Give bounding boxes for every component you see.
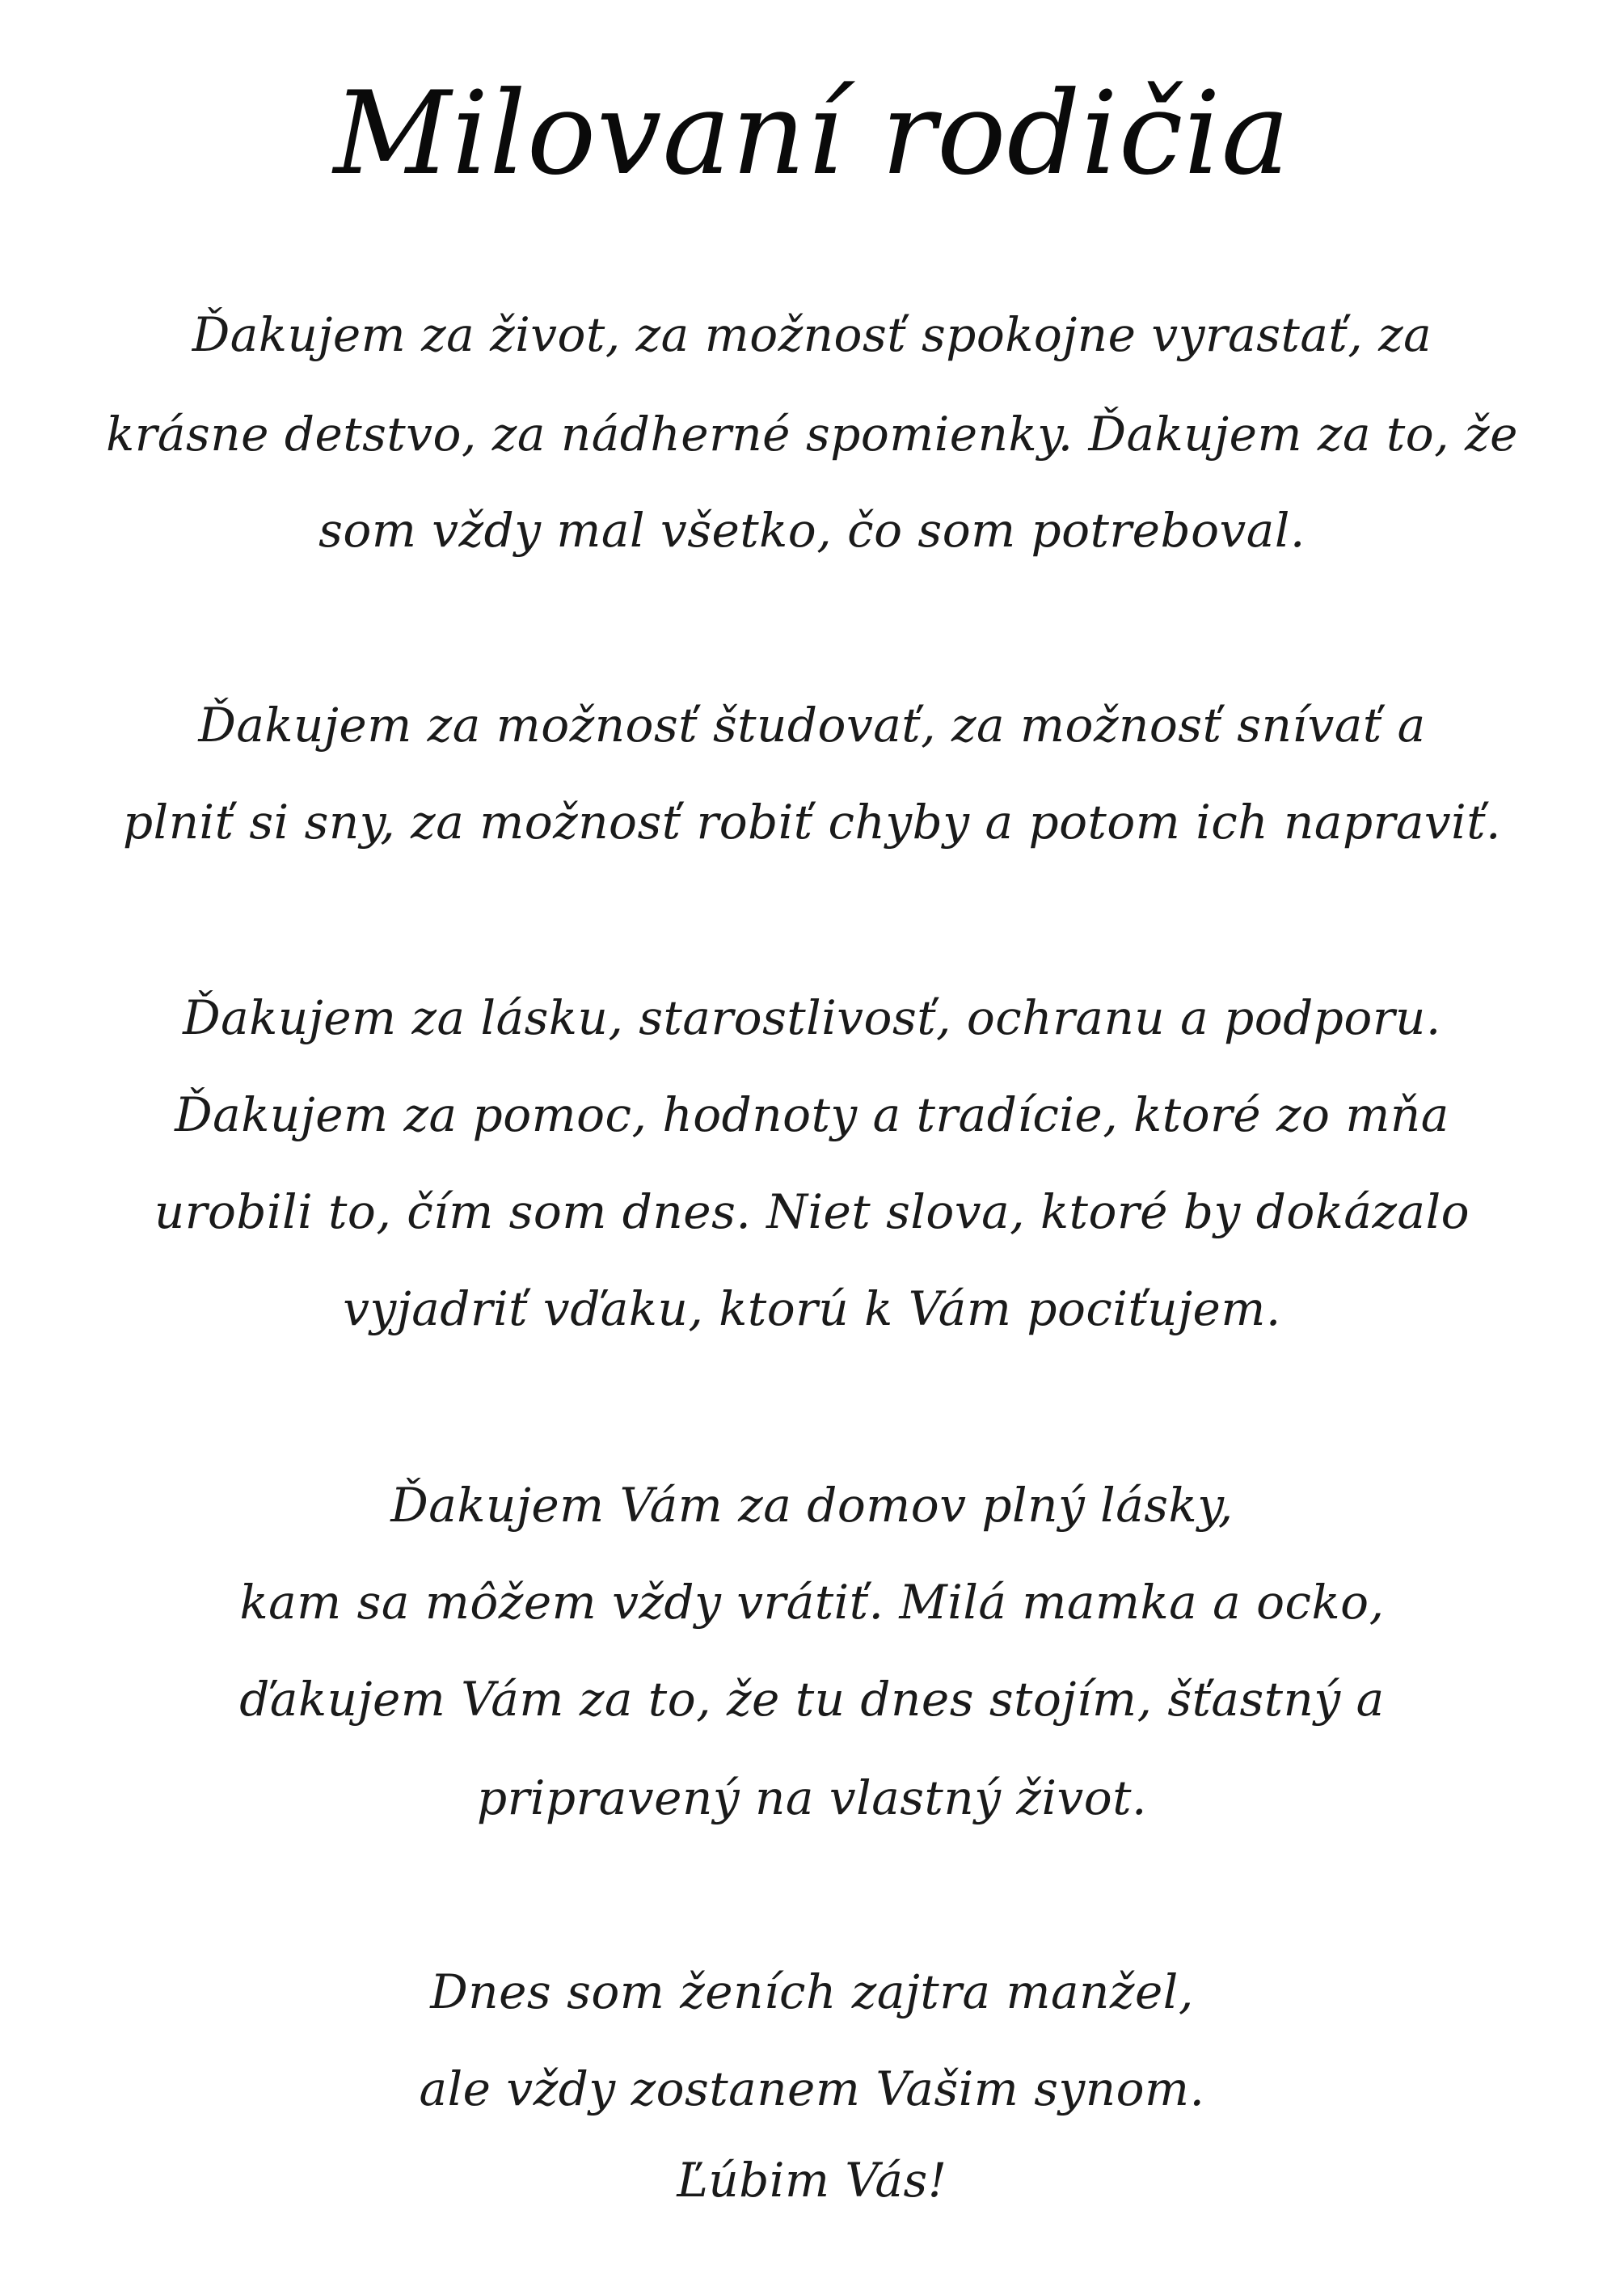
paragraph-line: vyjadriť vďaku, ktorú k Vám pociťujem. <box>343 1281 1281 1336</box>
paragraph-line: krásne detstvo, za nádherné spomienky. Ďakujem za to, že <box>106 407 1518 462</box>
paragraph-line: Ďakujem za život, za možnosť spokojne vyrastať, za <box>192 307 1432 362</box>
paragraph-line: plniť si sny, za možnosť robiť chyby a potom ich napraviť. <box>123 795 1501 850</box>
paragraph-line: Ďakujem za lásku, starostlivosť, ochranu a podporu. <box>183 990 1441 1045</box>
paragraph-line: pripravený na vlastný život. <box>477 1770 1147 1825</box>
paragraph-line: Dnes som ženích zajtra manžel, <box>430 1964 1194 2019</box>
page-title: Milovaní rodičia <box>333 67 1291 200</box>
paragraph-line: Ďakujem za možnosť študovať, za možnosť snívať a <box>198 698 1426 753</box>
paragraph-line: urobili to, čím som dnes. Niet slova, ktoré by dokázalo <box>154 1184 1470 1239</box>
paragraph-line: Ďakujem za pomoc, hodnoty a tradície, ktoré zo mňa <box>175 1087 1449 1142</box>
closing-line: Ľúbim Vás! <box>677 2153 947 2208</box>
paragraph-line: kam sa môžem vždy vrátiť. Milá mamka a ocko, <box>239 1575 1385 1630</box>
paragraph-line: ďakujem Vám za to, že tu dnes stojím, šťastný a <box>239 1672 1385 1727</box>
paragraph-line: som vždy mal všetko, čo som potreboval. <box>318 503 1306 558</box>
paragraph-line: Ďakujem Vám za domov plný lásky, <box>390 1478 1234 1533</box>
paragraph-line: ale vždy zostanem Vašim synom. <box>419 2061 1205 2116</box>
